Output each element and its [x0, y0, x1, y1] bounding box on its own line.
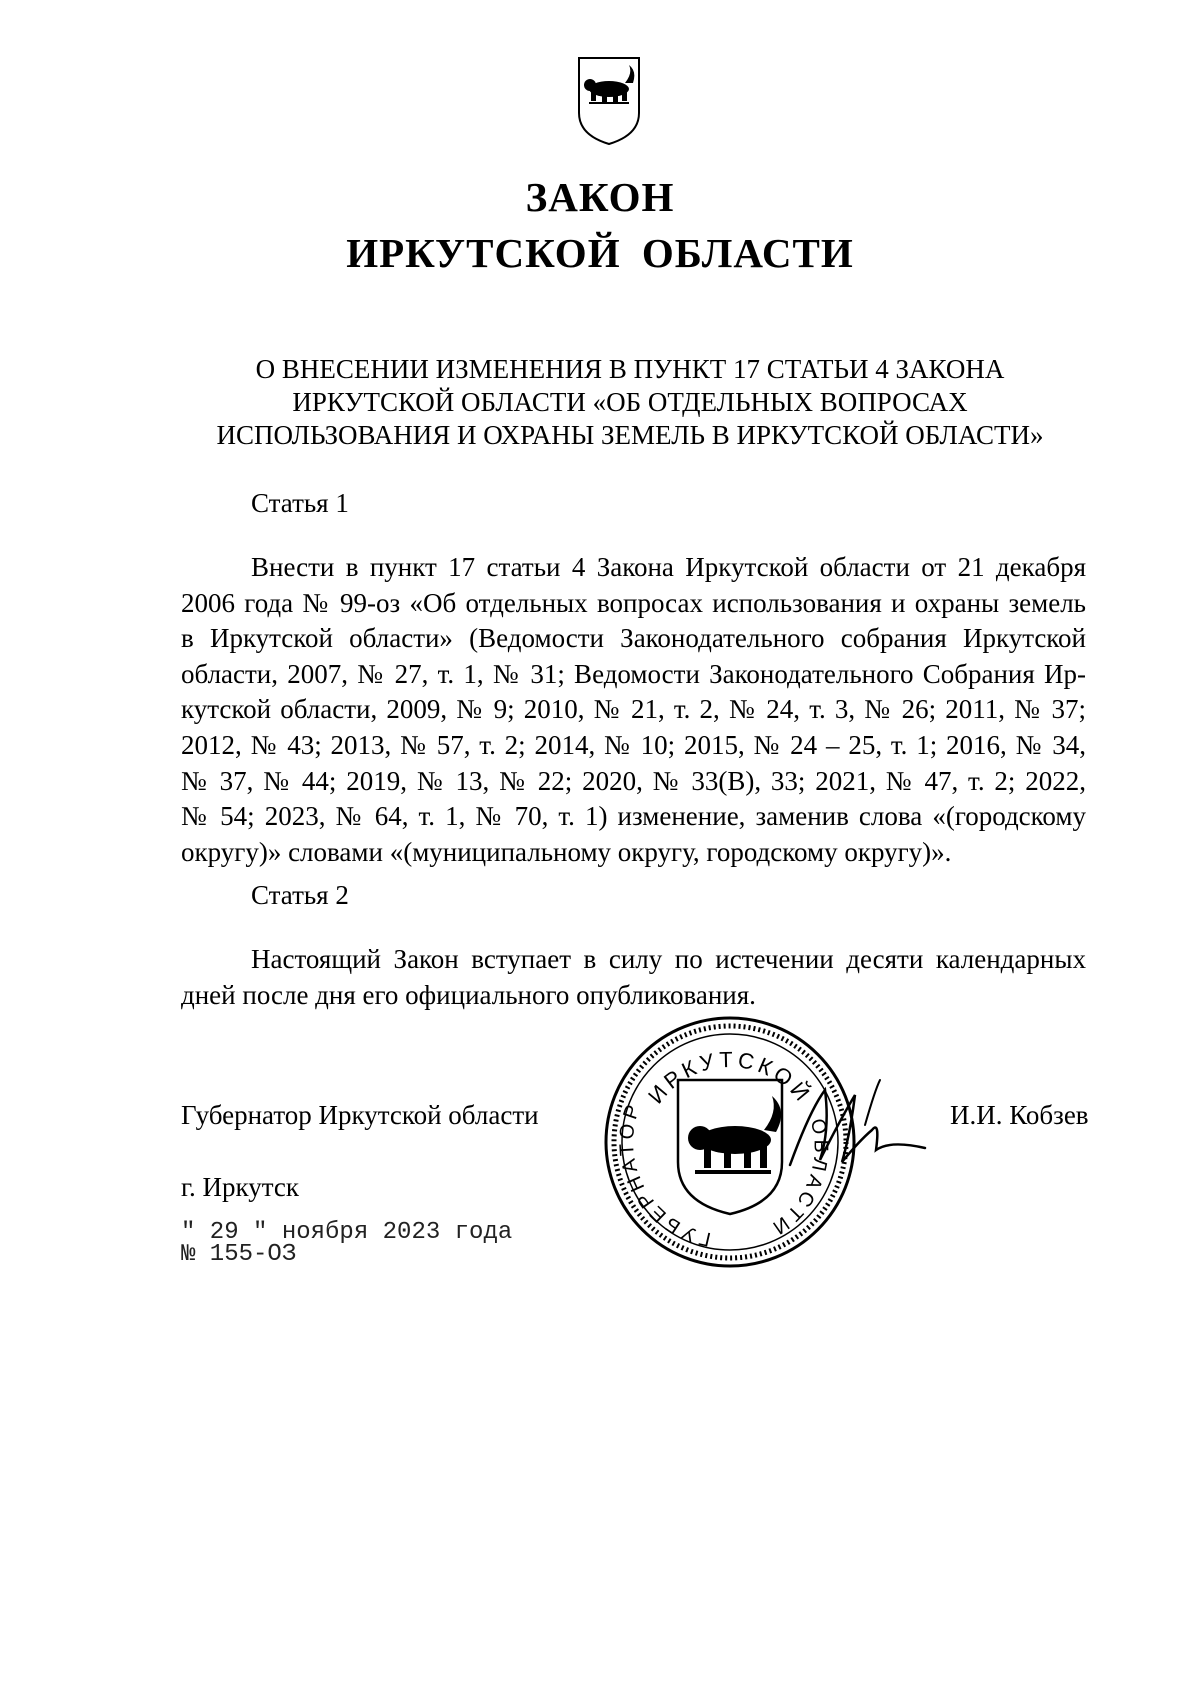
document-subtitle — [170, 353, 1090, 452]
seal-right-text: ОБЛАСТИ — [765, 1116, 832, 1241]
law-number: № 155-ОЗ — [181, 1241, 297, 1268]
text-line: Внести в пункт 17 статьи 4 Закона Иркутской области от 21 декабря — [251, 552, 1086, 582]
article-1-text — [181, 550, 1086, 870]
svg-text:ГУБЕРНАТОР — [616, 1099, 713, 1250]
place-of-signing: г. Иркутск — [181, 1172, 299, 1202]
article-1-heading: Статья 1 — [251, 488, 349, 518]
text-line: области, 2007, № 27, т. 1, № 31; Ведомости Законодательного Собрания Ир- — [181, 658, 1086, 689]
signatory-name: И.И. Кобзев — [950, 1100, 1089, 1130]
subtitle-line: ИРКУТСКОЙ ОБЛАСТИ «ОБ ОТДЕЛЬНЫХ ВОПРОСАХ — [292, 387, 968, 417]
signature-icon — [780, 1070, 930, 1180]
text-line: № 37, № 44; 2019, № 13, № 22; 2020, № 33(В), 33; 2021, № 47, т. 2; 2022, — [181, 765, 1086, 796]
text-line: 2012, № 43; 2013, № 57, т. 2; 2014, № 10; 2015, № 24 – 25, т. 1; 2016, № 34, — [181, 729, 1086, 760]
signing-date: " 29 " ноября 2023 года — [181, 1219, 513, 1246]
subtitle-line: ИСПОЛЬЗОВАНИЯ И ОХРАНЫ ЗЕМЕЛЬ В ИРКУТСКОЙ ОБЛАСТИ» — [216, 420, 1044, 450]
text-line: Настоящий Закон вступает в силу по истечении десяти календарных — [251, 944, 1086, 974]
signatory-position: Губернатор Иркутской области — [181, 1100, 539, 1130]
text-line: округу)» словами «(муниципальному округу, городскому округу)». — [181, 836, 952, 867]
text-line: 2006 года № 99-оз «Об отдельных вопросах использования и охраны земель — [181, 587, 1086, 618]
document-title: ЗАКОН — [525, 174, 675, 220]
text-line: кутской области, 2009, № 9; 2010, № 21, т. 2, № 24, т. 3, № 26; 2011, № 37; — [181, 694, 1086, 725]
document-region: ИРКУТСКОЙ ОБЛАСТИ — [346, 230, 854, 276]
seal-left-text: ГУБЕРНАТОР — [615, 1098, 713, 1251]
text-line: дней после дня его официального опубликования. — [181, 979, 756, 1010]
article-2-text — [181, 942, 1086, 1013]
text-line: в Иркутской области» (Ведомости Законодательного собрания Иркутской — [181, 623, 1086, 654]
text-line: № 54; 2023, № 64, т. 1, № 70, т. 1) изменение, заменив слова «(городскому — [181, 801, 1086, 832]
date-and-number-stamp — [181, 1219, 513, 1268]
coat-of-arms-icon — [575, 55, 643, 147]
subtitle-line: О ВНЕСЕНИИ ИЗМЕНЕНИЯ В ПУНКТ 17 СТАТЬИ 4 ЗАКОНА — [255, 354, 1005, 384]
seal-top-text: ИРКУТСКОЙ — [643, 1046, 817, 1109]
article-2-heading: Статья 2 — [251, 880, 349, 910]
